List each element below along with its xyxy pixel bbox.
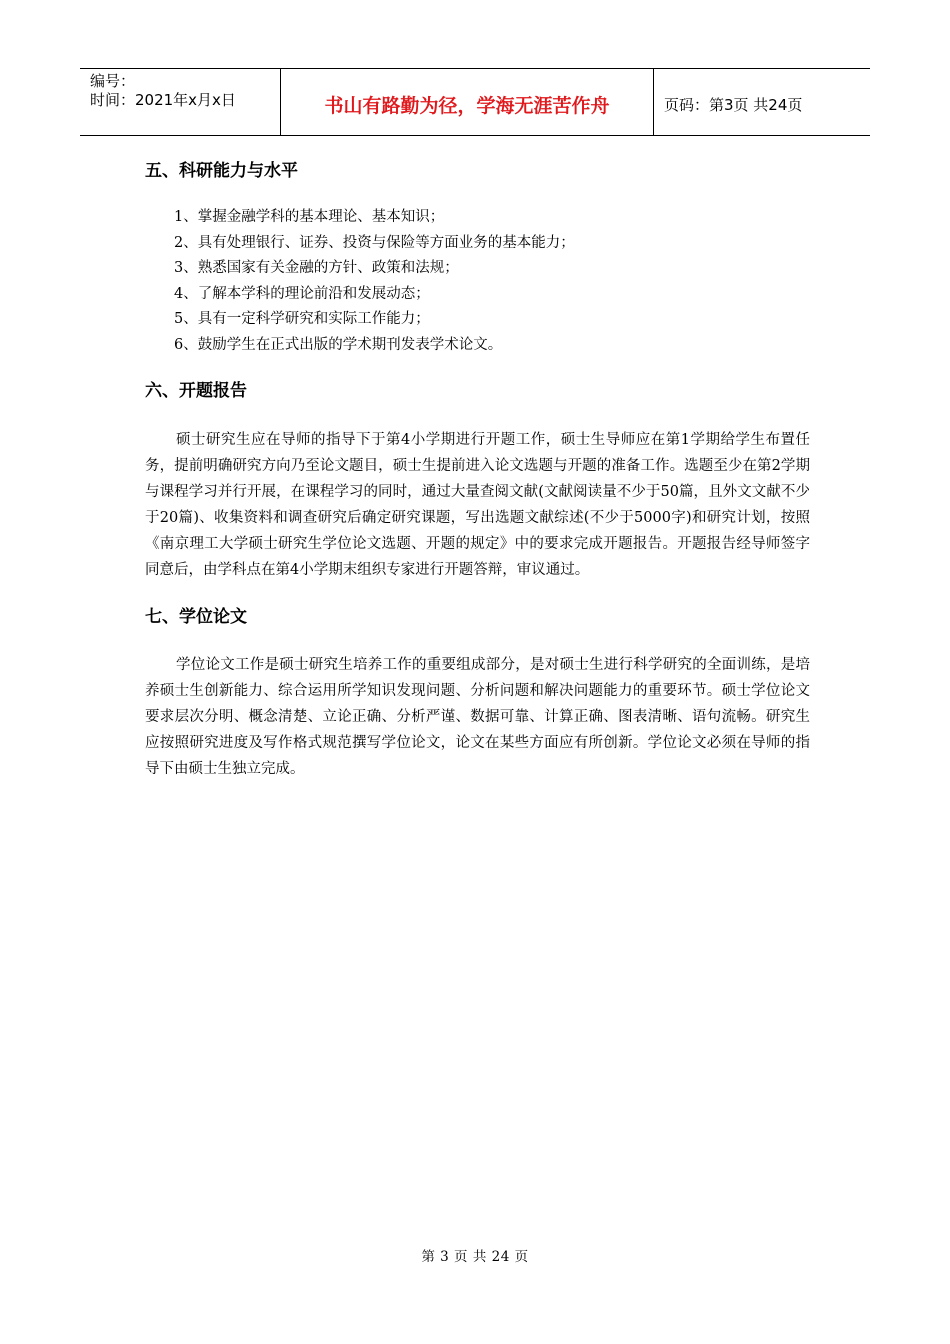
header-meta	[80, 69, 281, 135]
document-date: 时间：2021年x月x日	[90, 91, 236, 109]
page-footer: 第 3 页 共 24 页	[421, 1249, 529, 1265]
list-item: 1、掌握金融学科的基本理论、基本知识；	[174, 209, 445, 225]
section-thesis	[145, 605, 810, 782]
page-header	[80, 68, 870, 136]
section-title: 五、科研能力与水平	[145, 161, 298, 181]
section-proposal-report	[145, 379, 810, 583]
section-title: 六、开题报告	[145, 381, 247, 401]
list-item: 2、具有处理银行、证券、投资与保险等方面业务的基本能力；	[174, 234, 575, 251]
header-motto: 书山有路勤为径，学海无涯苦作舟	[281, 69, 654, 135]
section-research-ability	[145, 159, 810, 358]
ability-list	[145, 205, 810, 358]
section-title: 七、学位论文	[145, 607, 247, 627]
list-item: 5、具有一定科学研究和实际工作能力；	[174, 311, 430, 327]
header-page-info: 页码：第3页 共24页	[664, 95, 803, 114]
list-item: 6、鼓励学生在正式出版的学术期刊发表学术论文。	[174, 336, 503, 353]
list-item: 3、熟悉国家有关金融的方针、政策和法规；	[174, 260, 459, 276]
section-paragraph: 硕士研究生应在导师的指导下于第4小学期进行开题工作，硕士生导师应在第1学期给学生布置任务，提前明确研究方向乃至论文题目，硕士生提前进入论文选题与开题的准备工作。选题至少在第2学期与课程学习并行开展，在课程学习的同时，通过大量查阅文献(文献阅读量不少于50篇，且外文文献不少于20篇)、收集资料和调查研究后确定研究课题，写出选题文献综述(不少于5000字)和研究计划，按照《南京理工大学硕士研究生学位论文选题、开题的规定》中的要求完成开题报告。开题报告经导师签字同意后，由学科点在第4小学期末组织专家进行开题答辩，审议通过。	[145, 432, 810, 578]
document-body	[145, 150, 810, 782]
document-number-label: 编号：	[90, 72, 136, 90]
list-item: 4、了解本学科的理论前沿和发展动态；	[174, 285, 430, 302]
section-paragraph: 学位论文工作是硕士研究生培养工作的重要组成部分，是对硕士生进行科学研究的全面训练，是培养硕士生创新能力、综合运用所学知识发现问题、分析问题和解决问题能力的重要环节。硕士学位论文要求层次分明、概念清楚、立论正确、分析严谨、数据可靠、计算正确、图表清晰、语句流畅。研究生应按照研究进度及写作格式规范撰写学位论文，论文在某些方面应有所创新。学位论文必须在导师的指导下由硕士生独立完成。	[145, 657, 810, 777]
